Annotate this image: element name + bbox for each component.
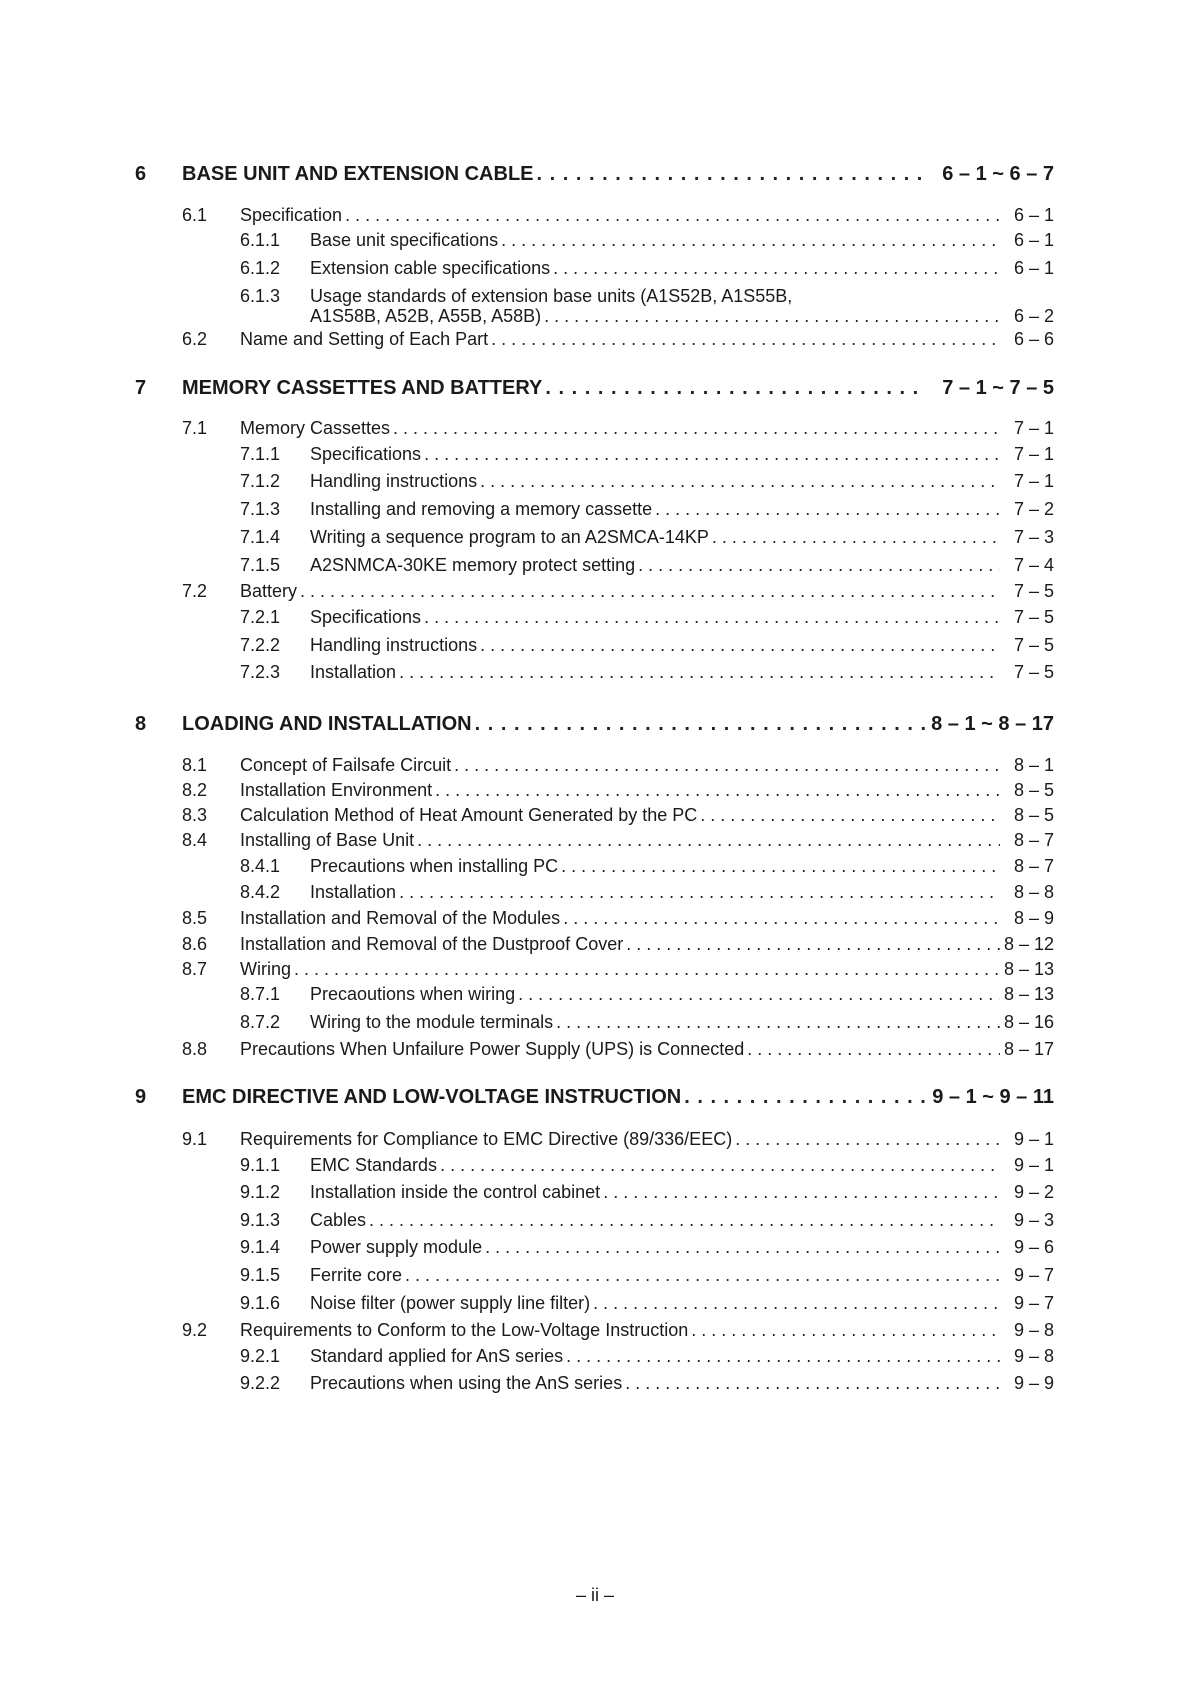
- chapter-title: LOADING AND INSTALLATION: [182, 713, 472, 735]
- section-page: 7 – 4: [1013, 555, 1054, 575]
- section-page: 8 – 17: [1003, 1039, 1054, 1059]
- section-number: 8.4.2: [240, 882, 281, 902]
- section-title: Handling instructions: [310, 635, 478, 655]
- leader-dots: [501, 230, 1000, 251]
- chapter-number: 7: [135, 377, 147, 399]
- section-number: 8.7.1: [240, 984, 281, 1004]
- leader-dots: [300, 581, 1000, 602]
- section-page: 6 – 2: [1013, 306, 1054, 326]
- leader-dots: [545, 377, 927, 400]
- section-page: 9 – 7: [1013, 1293, 1054, 1313]
- leader-dots: [294, 959, 1000, 980]
- section-title: Installing of Base Unit: [240, 830, 415, 850]
- section-number: 9.1.5: [240, 1265, 281, 1285]
- section-page: 6 – 1: [1013, 258, 1054, 278]
- section-number: 9.1.4: [240, 1237, 281, 1257]
- section-page: 8 – 12: [1003, 934, 1054, 954]
- section-number: 6.1.2: [240, 258, 281, 278]
- section-number: 8.4.1: [240, 856, 281, 876]
- leader-dots: [700, 805, 1000, 826]
- leader-dots: [399, 882, 1000, 903]
- leader-dots: [638, 555, 1000, 576]
- section-number: 7.1.1: [240, 444, 281, 464]
- chapter-page-range: 7 – 1 ~ 7 – 5: [942, 377, 1054, 399]
- leader-dots: [393, 418, 1000, 439]
- section-page: 7 – 1: [1013, 418, 1054, 438]
- chapter-page-range: 6 – 1 ~ 6 – 7: [942, 163, 1054, 185]
- section-title: Concept of Failsafe Circuit: [240, 755, 452, 775]
- leader-dots: [537, 163, 927, 186]
- leader-dots: [593, 1293, 1000, 1314]
- section-page: 9 – 1: [1013, 1129, 1054, 1149]
- section-page: 8 – 13: [1003, 959, 1054, 979]
- leader-dots: [480, 471, 1000, 492]
- section-page: 7 – 2: [1013, 499, 1054, 519]
- leader-dots: [626, 934, 1000, 955]
- section-title: Precautions when installing PC: [310, 856, 559, 876]
- section-number: 7.1.4: [240, 527, 281, 547]
- chapter-number: 9: [135, 1086, 147, 1108]
- section-number: 7.2.3: [240, 662, 281, 682]
- section-title: Extension cable specifications: [310, 258, 551, 278]
- leader-dots: [405, 1265, 1000, 1286]
- section-title: Wiring: [240, 959, 292, 979]
- section-page: 8 – 7: [1013, 856, 1054, 876]
- section-title: Installation Environment: [240, 780, 433, 800]
- section-number: 8.6: [182, 934, 208, 954]
- section-title: Wiring to the module terminals: [310, 1012, 554, 1032]
- section-page: 8 – 9: [1013, 908, 1054, 928]
- section-number: 6.2: [182, 329, 208, 349]
- section-number: 7.1.5: [240, 555, 281, 575]
- section-page: 9 – 9: [1013, 1373, 1054, 1393]
- leader-dots: [625, 1373, 1000, 1394]
- section-number: 8.7.2: [240, 1012, 281, 1032]
- section-title-continued: A1S58B, A52B, A55B, A58B): [310, 306, 542, 326]
- leader-dots: [491, 329, 1000, 350]
- section-title: Handling instructions: [310, 471, 478, 491]
- section-page: 8 – 7: [1013, 830, 1054, 850]
- leader-dots: [485, 1237, 1000, 1258]
- section-page: 7 – 5: [1013, 635, 1054, 655]
- section-page: 6 – 1: [1013, 230, 1054, 250]
- section-title: Installation and Removal of the Modules: [240, 908, 561, 928]
- chapter-page-range: 8 – 1 ~ 8 – 17: [931, 713, 1054, 735]
- section-title: Precaoutions when wiring: [310, 984, 516, 1004]
- section-title: Memory Cassettes: [240, 418, 391, 438]
- section-number: 7.2.1: [240, 607, 281, 627]
- leader-dots: [424, 444, 1000, 465]
- section-number: 8.8: [182, 1039, 208, 1059]
- leader-dots: [417, 830, 1000, 851]
- section-title: Usage standards of extension base units (A1S52B, A1S55B,: [310, 286, 793, 306]
- section-title: Specification: [240, 205, 343, 225]
- page-number-footer: – ii –: [575, 1585, 615, 1605]
- section-title: Precautions When Unfailure Power Supply (UPS) is Connected: [240, 1039, 745, 1059]
- section-title: Installation inside the control cabinet: [310, 1182, 601, 1202]
- section-number: 8.2: [182, 780, 208, 800]
- leader-dots: [735, 1129, 1000, 1150]
- leader-dots: [440, 1155, 1000, 1176]
- section-page: 7 – 5: [1013, 662, 1054, 682]
- leader-dots: [480, 635, 1000, 656]
- section-page: 7 – 5: [1013, 607, 1054, 627]
- chapter-title: EMC DIRECTIVE AND LOW-VOLTAGE INSTRUCTION: [182, 1086, 682, 1108]
- section-number: 9.1: [182, 1129, 208, 1149]
- chapter-number: 8: [135, 713, 147, 735]
- section-title: Installing and removing a memory cassette: [310, 499, 653, 519]
- section-number: 7.1.3: [240, 499, 281, 519]
- section-page: 9 – 3: [1013, 1210, 1054, 1230]
- section-number: 9.2.1: [240, 1346, 281, 1366]
- leader-dots: [435, 780, 1000, 801]
- leader-dots: [345, 205, 1000, 226]
- section-page: 9 – 7: [1013, 1265, 1054, 1285]
- section-number: 9.2: [182, 1320, 208, 1340]
- chapter-number: 6: [135, 163, 147, 185]
- section-page: 8 – 5: [1013, 780, 1054, 800]
- section-title: Requirements to Conform to the Low-Voltage Instruction: [240, 1320, 689, 1340]
- leader-dots: [655, 499, 1000, 520]
- section-page: 7 – 5: [1013, 581, 1054, 601]
- leader-dots: [561, 856, 1000, 877]
- leader-dots: [518, 984, 1000, 1005]
- section-page: 9 – 8: [1013, 1346, 1054, 1366]
- section-title: Standard applied for AnS series: [310, 1346, 564, 1366]
- section-page: 8 – 5: [1013, 805, 1054, 825]
- section-number: 7.1.2: [240, 471, 281, 491]
- section-page: 6 – 1: [1013, 205, 1054, 225]
- section-number: 8.1: [182, 755, 208, 775]
- section-page: 8 – 16: [1003, 1012, 1054, 1032]
- section-page: 7 – 3: [1013, 527, 1054, 547]
- section-page: 8 – 8: [1013, 882, 1054, 902]
- section-title: EMC Standards: [310, 1155, 438, 1175]
- section-title: Specifications: [310, 444, 422, 464]
- section-number: 7.2.2: [240, 635, 281, 655]
- section-title: Noise filter (power supply line filter): [310, 1293, 591, 1313]
- leader-dots: [566, 1346, 1000, 1367]
- section-number: 9.1.6: [240, 1293, 281, 1313]
- section-page: 9 – 6: [1013, 1237, 1054, 1257]
- section-number: 8.7: [182, 959, 208, 979]
- leader-dots: [454, 755, 1000, 776]
- section-title: Installation and Removal of the Dustproof Cover: [240, 934, 624, 954]
- section-number: 6.1.1: [240, 230, 281, 250]
- section-page: 8 – 13: [1003, 984, 1054, 1004]
- leader-dots: [684, 1086, 927, 1109]
- leader-dots: [544, 306, 1000, 327]
- section-page: 8 – 1: [1013, 755, 1054, 775]
- section-title: Requirements for Compliance to EMC Directive (89/336/EEC): [240, 1129, 733, 1149]
- section-number: 6.1.3: [240, 286, 281, 306]
- section-title: Calculation Method of Heat Amount Generated by the PC: [240, 805, 698, 825]
- leader-dots: [556, 1012, 1000, 1033]
- section-title: Installation: [310, 882, 397, 902]
- leader-dots: [691, 1320, 1000, 1341]
- leader-dots: [369, 1210, 1000, 1231]
- section-number: 8.3: [182, 805, 208, 825]
- leader-dots: [399, 662, 1000, 683]
- section-title: Name and Setting of Each Part: [240, 329, 489, 349]
- chapter-page-range: 9 – 1 ~ 9 – 11: [932, 1086, 1054, 1108]
- section-title: Cables: [310, 1210, 367, 1230]
- section-title: Base unit specifications: [310, 230, 499, 250]
- leader-dots: [553, 258, 1000, 279]
- leader-dots: [475, 713, 927, 736]
- section-title: Battery: [240, 581, 298, 601]
- leader-dots: [563, 908, 1000, 929]
- section-page: 9 – 8: [1013, 1320, 1054, 1340]
- section-page: 9 – 1: [1013, 1155, 1054, 1175]
- section-title: Specifications: [310, 607, 422, 627]
- section-number: 9.1.1: [240, 1155, 281, 1175]
- section-number: 9.1.3: [240, 1210, 281, 1230]
- leader-dots: [603, 1182, 1000, 1203]
- section-number: 9.1.2: [240, 1182, 281, 1202]
- section-number: 9.2.2: [240, 1373, 281, 1393]
- section-title: Precautions when using the AnS series: [310, 1373, 623, 1393]
- chapter-title: BASE UNIT AND EXTENSION CABLE: [182, 163, 534, 185]
- leader-dots: [747, 1039, 1000, 1060]
- chapter-title: MEMORY CASSETTES AND BATTERY: [182, 377, 543, 399]
- section-number: 8.4: [182, 830, 208, 850]
- leader-dots: [712, 527, 1000, 548]
- section-page: 7 – 1: [1013, 444, 1054, 464]
- section-number: 8.5: [182, 908, 208, 928]
- section-number: 7.2: [182, 581, 208, 601]
- section-title: Writing a sequence program to an A2SMCA-14KP: [310, 527, 709, 547]
- section-title: Ferrite core: [310, 1265, 403, 1285]
- section-page: 9 – 2: [1013, 1182, 1054, 1202]
- section-page: 6 – 6: [1013, 329, 1054, 349]
- section-number: 6.1: [182, 205, 208, 225]
- section-number: 7.1: [182, 418, 208, 438]
- leader-dots: [424, 607, 1000, 628]
- section-title: A2SNMCA-30KE memory protect setting: [310, 555, 636, 575]
- section-page: 7 – 1: [1013, 471, 1054, 491]
- section-title: Power supply module: [310, 1237, 483, 1257]
- section-title: Installation: [310, 662, 397, 682]
